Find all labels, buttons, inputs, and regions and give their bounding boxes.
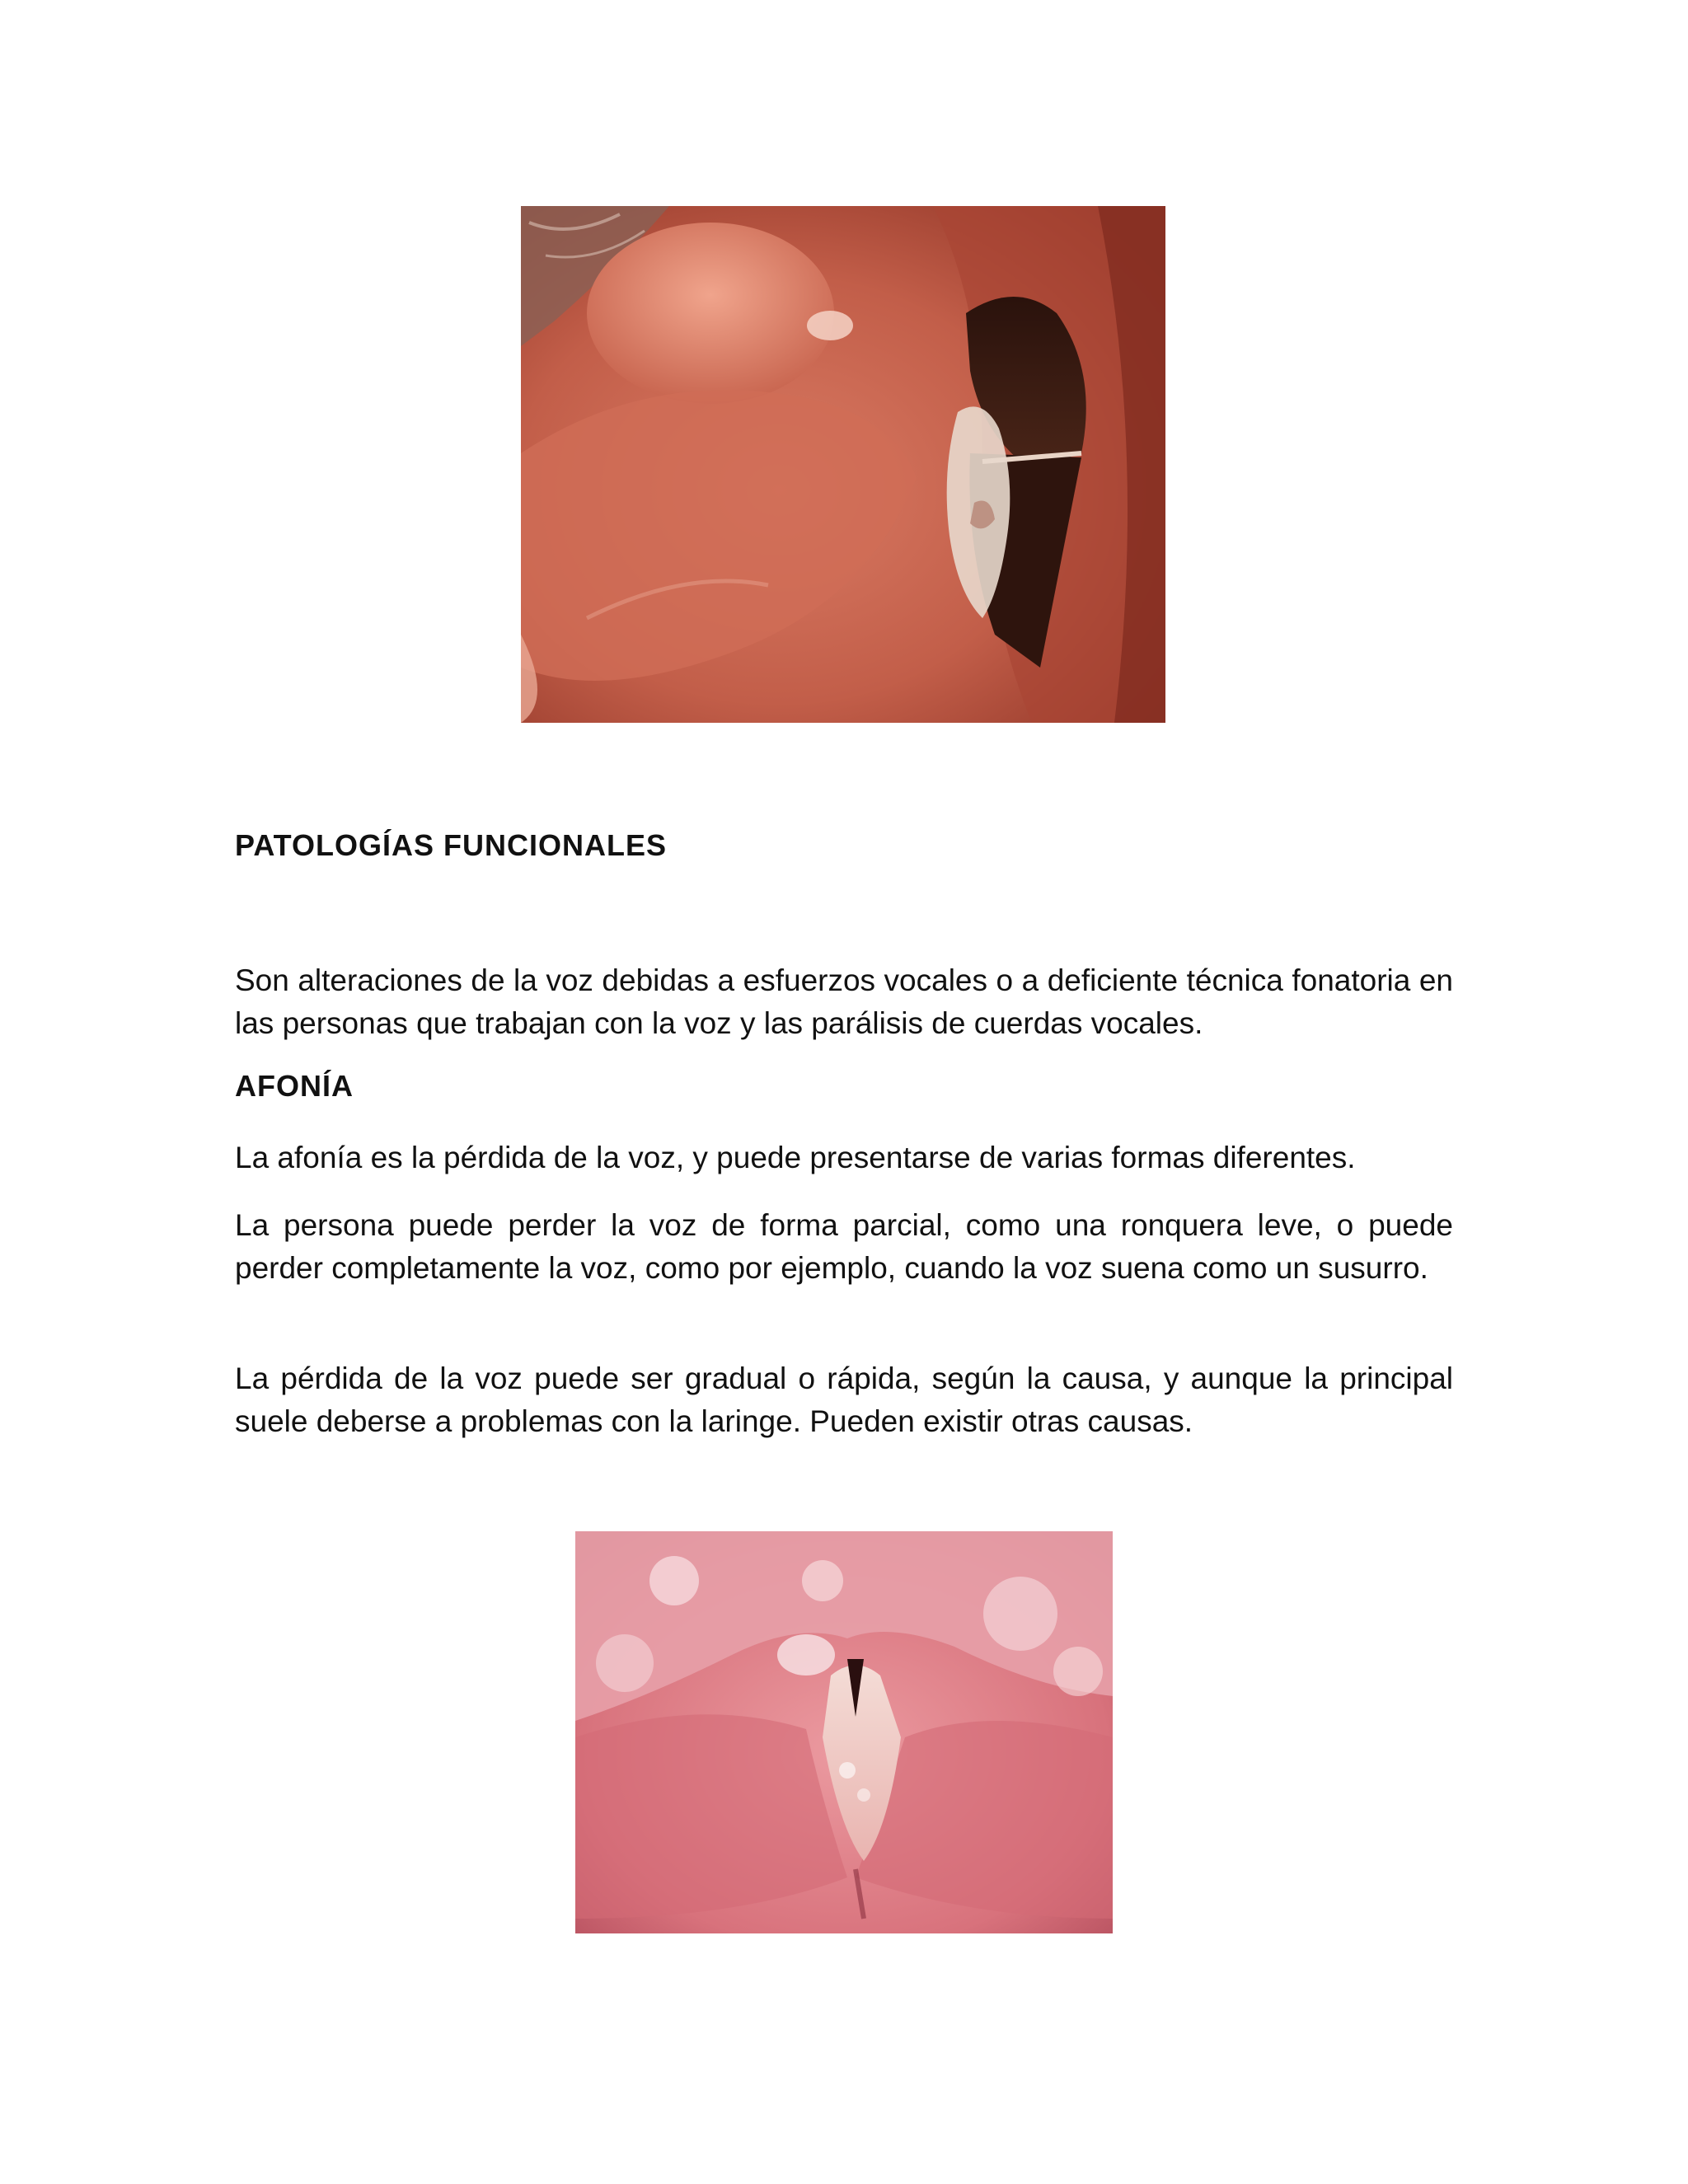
laryngoscopy-image-2 [575,1531,1113,1933]
body-paragraph: La afonía es la pérdida de la voz, y puede presentarse de varias formas diferentes. [235,1141,1356,1174]
subsection-heading: AFONÍA [235,1069,354,1103]
intro-paragraph: Son alteraciones de la voz debidas a esfuerzos vocales o a deficiente técnica fonatoria en las personas que trabajan con la voz y las parálisis de cuerdas vocales. [235,963,1453,1040]
laryngoscopy-image-1 [521,206,1165,723]
body-paragraph: La pérdida de la voz puede ser gradual o rápida, según la causa, y aunque la principal suele deberse a problemas con la laringe. Pueden existir otras causas. [235,1361,1453,1438]
section-heading: PATOLOGÍAS FUNCIONALES [235,828,668,862]
body-paragraph: La persona puede perder la voz de forma parcial, como una ronquera leve, o puede perder completamente la voz, como por ejemplo, cuando la voz suena como un susurro. [235,1208,1453,1285]
